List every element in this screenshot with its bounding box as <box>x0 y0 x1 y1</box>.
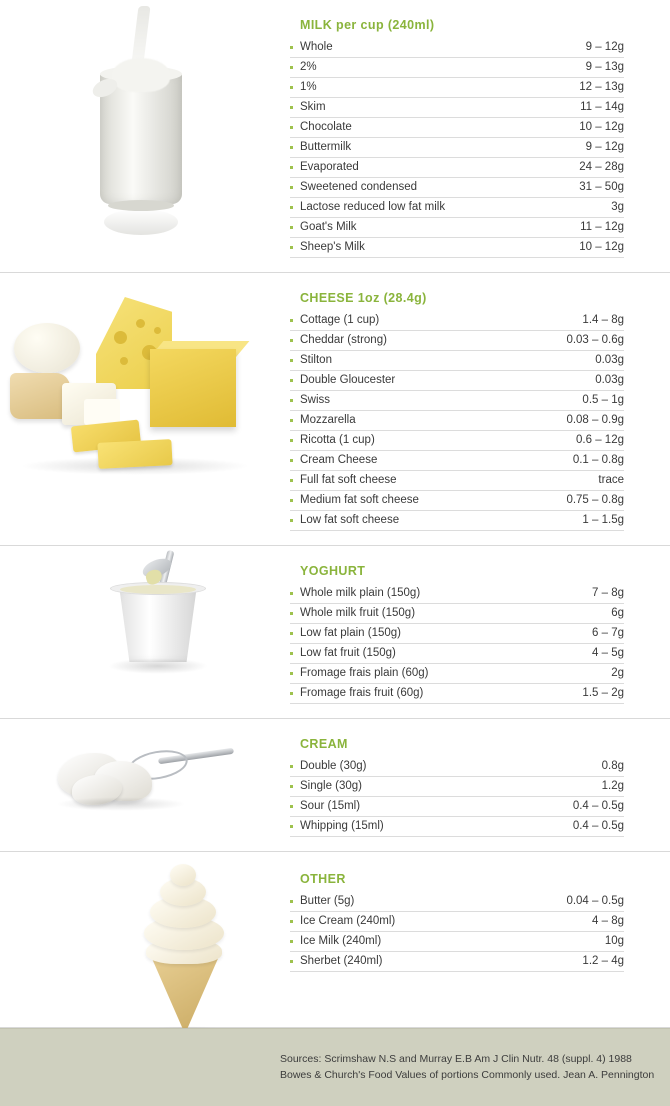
table-row <box>290 511 624 531</box>
row-label: Stilton <box>290 354 332 366</box>
table-row <box>290 817 624 837</box>
row-value: 6g <box>611 607 624 619</box>
yoghurt-table <box>280 546 670 718</box>
row-value: 0.4 – 0.5g <box>572 800 624 812</box>
row-label: 2% <box>290 61 317 73</box>
yoghurt-pot <box>116 588 200 662</box>
row-label: Fromage frais plain (60g) <box>290 667 428 679</box>
row-value: 0.03 – 0.6g <box>566 334 624 346</box>
table-row <box>290 644 624 664</box>
table-row <box>290 98 624 118</box>
row-value: 3g <box>611 201 624 213</box>
cream-shadow <box>56 797 186 811</box>
cheese-rows <box>290 311 624 531</box>
yoghurt-rows <box>290 584 624 704</box>
other-image <box>0 852 280 1027</box>
row-value: trace <box>598 474 624 486</box>
table-row <box>290 311 624 331</box>
row-label: Evaporated <box>290 161 359 173</box>
row-value: 12 – 13g <box>579 81 624 93</box>
row-label: Low fat plain (150g) <box>290 627 401 639</box>
glass-of-milk-illustration <box>78 6 218 246</box>
row-value: 10 – 12g <box>579 121 624 133</box>
table-row <box>290 58 624 78</box>
row-label: Ice Milk (240ml) <box>290 935 381 947</box>
yoghurt-contents <box>120 585 196 594</box>
row-label: Double Gloucester <box>290 374 395 386</box>
row-value: 10 – 12g <box>579 241 624 253</box>
row-value: 0.03g <box>595 374 624 386</box>
row-label: Sheep's Milk <box>290 241 365 253</box>
table-row <box>290 757 624 777</box>
sources-footer <box>0 1028 670 1106</box>
table-row <box>290 952 624 972</box>
row-value: 9 – 12g <box>585 141 624 153</box>
row-label: Cream Cheese <box>290 454 377 466</box>
section-title-milk <box>300 18 624 32</box>
source-line-1: Sources: Scrimshaw N.S and Murray E.B Am J Clin Nutr. 48 (suppl. 4) 1988 <box>280 1053 632 1066</box>
table-row <box>290 158 624 178</box>
row-label: Whole <box>290 41 333 53</box>
table-row <box>290 491 624 511</box>
table-row <box>290 38 624 58</box>
row-label: Ricotta (1 cup) <box>290 434 375 446</box>
table-row <box>290 584 624 604</box>
other-table <box>280 852 670 1027</box>
cheese-image <box>0 273 280 545</box>
row-value: 0.75 – 0.8g <box>566 494 624 506</box>
cheddar-block <box>150 349 236 427</box>
row-value: 7 – 8g <box>592 587 624 599</box>
row-value: 4 – 8g <box>592 915 624 927</box>
row-label: Swiss <box>290 394 330 406</box>
row-label: 1% <box>290 81 317 93</box>
row-value: 11 – 14g <box>580 101 624 113</box>
section-cream <box>0 719 670 852</box>
table-row <box>290 451 624 471</box>
row-label: Single (30g) <box>290 780 362 792</box>
row-value: 1.2 – 4g <box>582 955 624 967</box>
yoghurt-pot-illustration <box>84 554 234 686</box>
source-line-2: Bowes & Church's Food Values of portions Commonly used. Jean A. Pennington <box>280 1068 655 1081</box>
row-label: Cottage (1 cup) <box>290 314 379 326</box>
row-label: Sherbet (240ml) <box>290 955 382 967</box>
section-title-cheese <box>300 291 624 305</box>
row-value: 0.03g <box>595 354 624 366</box>
section-title-cream <box>300 737 624 751</box>
row-label: Fromage frais fruit (60g) <box>290 687 423 699</box>
row-value: 0.8g <box>601 760 624 772</box>
table-row <box>290 684 624 704</box>
section-yoghurt <box>0 546 670 719</box>
table-row <box>290 664 624 684</box>
milk-rows <box>290 38 624 258</box>
row-value: 0.08 – 0.9g <box>566 414 624 426</box>
section-title-other <box>300 872 624 886</box>
table-row <box>290 624 624 644</box>
cream-table <box>280 719 670 851</box>
section-title-text: CHEESE <box>300 291 354 305</box>
section-title-text: CREAM <box>300 737 348 751</box>
table-row <box>290 331 624 351</box>
milk-table <box>280 0 670 272</box>
table-row <box>290 797 624 817</box>
row-label: Cheddar (strong) <box>290 334 387 346</box>
row-value: 9 – 12g <box>585 41 624 53</box>
section-title-text: OTHER <box>300 872 346 886</box>
table-row <box>290 238 624 258</box>
row-label: Skim <box>290 101 326 113</box>
row-value: 1.5 – 2g <box>582 687 624 699</box>
row-label: Mozzarella <box>290 414 356 426</box>
sources-text <box>280 1052 654 1082</box>
row-value: 1.2g <box>601 780 624 792</box>
row-value: 0.6 – 12g <box>576 434 624 446</box>
row-label: Double (30g) <box>290 760 366 772</box>
row-label: Low fat fruit (150g) <box>290 647 396 659</box>
yoghurt-image <box>0 546 280 718</box>
row-value: 24 – 28g <box>579 161 624 173</box>
row-label: Butter (5g) <box>290 895 354 907</box>
section-cheese <box>0 273 670 546</box>
section-unit-text: 1oz (28.4g) <box>357 291 427 305</box>
milk-splash <box>112 58 170 92</box>
table-row <box>290 431 624 451</box>
yoghurt-shadow <box>108 658 208 674</box>
table-row <box>290 411 624 431</box>
table-row <box>290 391 624 411</box>
assorted-cheeses-illustration <box>10 297 260 482</box>
row-label: Whipping (15ml) <box>290 820 384 832</box>
cream-image <box>0 719 280 851</box>
table-row <box>290 912 624 932</box>
section-unit-text: per cup (240ml) <box>336 18 435 32</box>
table-row <box>290 351 624 371</box>
milk-image <box>0 0 280 272</box>
row-label: Lactose reduced low fat milk <box>290 201 445 213</box>
row-value: 1 – 1.5g <box>582 514 624 526</box>
milk-reflection <box>104 209 178 235</box>
row-value: 0.1 – 0.8g <box>572 454 624 466</box>
cheese-table <box>280 273 670 545</box>
other-rows <box>290 892 624 972</box>
row-value: 10g <box>604 935 624 947</box>
ice-cream-cone-illustration <box>104 858 264 1028</box>
table-row <box>290 604 624 624</box>
table-row <box>290 471 624 491</box>
table-row <box>290 78 624 98</box>
table-row <box>290 371 624 391</box>
row-value: 11 – 12g <box>580 221 624 233</box>
section-title-text: YOGHURT <box>300 564 366 578</box>
row-value: 6 – 7g <box>592 627 624 639</box>
row-label: Low fat soft cheese <box>290 514 399 526</box>
row-label: Sour (15ml) <box>290 800 360 812</box>
table-row <box>290 777 624 797</box>
row-label: Ice Cream (240ml) <box>290 915 395 927</box>
row-label: Chocolate <box>290 121 352 133</box>
brie-round <box>14 323 80 373</box>
row-label: Sweetened condensed <box>290 181 417 193</box>
row-label: Buttermilk <box>290 141 351 153</box>
row-value: 0.5 – 1g <box>582 394 624 406</box>
table-row <box>290 178 624 198</box>
row-value: 0.04 – 0.5g <box>566 895 624 907</box>
bread-slice <box>10 373 70 419</box>
cream-rows <box>290 757 624 837</box>
section-other <box>0 852 670 1028</box>
table-row <box>290 138 624 158</box>
row-label: Whole milk fruit (150g) <box>290 607 415 619</box>
table-row <box>290 932 624 952</box>
row-value: 4 – 5g <box>592 647 624 659</box>
table-row <box>290 218 624 238</box>
row-value: 31 – 50g <box>579 181 624 193</box>
section-milk <box>0 0 670 273</box>
row-label: Whole milk plain (150g) <box>290 587 420 599</box>
table-row <box>290 198 624 218</box>
table-row <box>290 892 624 912</box>
row-label: Medium fat soft cheese <box>290 494 419 506</box>
row-label: Goat's Milk <box>290 221 357 233</box>
waffle-cone <box>150 954 220 1034</box>
table-row <box>290 118 624 138</box>
section-title-yoghurt <box>300 564 624 578</box>
row-value: 2g <box>611 667 624 679</box>
whisk-with-cream-illustration <box>42 731 242 827</box>
ice-cream-swirl-1 <box>170 864 196 886</box>
row-value: 9 – 13g <box>585 61 624 73</box>
section-title-text: MILK <box>300 18 333 32</box>
row-value: 1.4 – 8g <box>582 314 624 326</box>
row-value: 0.4 – 0.5g <box>572 820 624 832</box>
cheese-slice-2 <box>97 439 172 469</box>
row-label: Full fat soft cheese <box>290 474 397 486</box>
